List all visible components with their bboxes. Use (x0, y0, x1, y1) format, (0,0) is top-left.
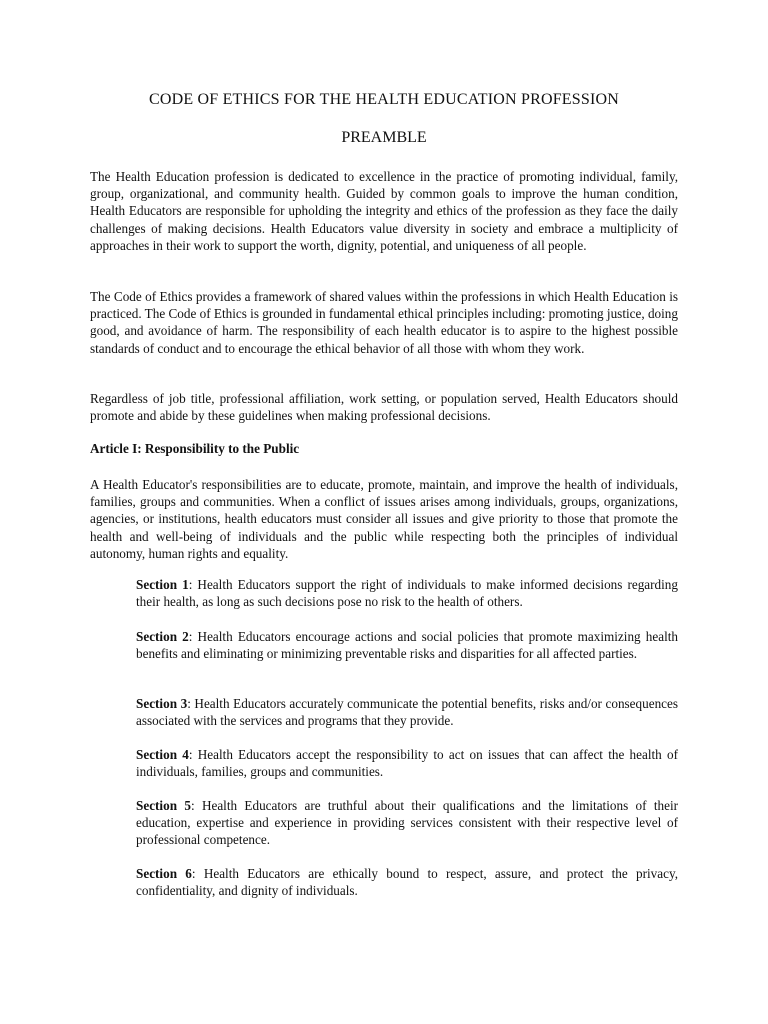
document-title: CODE OF ETHICS FOR THE HEALTH EDUCATION PROFESSION (148, 91, 620, 108)
preamble-paragraph-1: The Health Education profession is dedicated to excellence in the practice of promoting individual, family, group, organizational, and community health. Guided by common goals to improve the human condition, Health Educators are responsible for upholding the integrity and ethics of the profession as they face the daily challenges of making decisions. Health Educators value diversity in society and embrace a multiplicity of approaches in their work to support the worth, dignity, potential, and uniqueness of all people. (90, 169, 678, 253)
section-text: : Health Educators are truthful about their qualifications and the limitations of their education, expertise and experience in providing services consistent with their respective level of professional competence. (136, 798, 678, 848)
section-label: Section 5 (136, 798, 191, 813)
section-label: Section 3 (136, 696, 188, 711)
article-intro-paragraph: A Health Educator's responsibilities are to educate, promote, maintain, and improve the health of individuals, families, groups and communities. When a conflict of issues arises among individuals, groups, organizations, agencies, or institutions, health educators must consider all issues and give priority to those that promote the health and well-being of individuals and the public while respecting both the principles of individual autonomy, human rights and equality. (90, 477, 678, 561)
section-label: Section 4 (136, 747, 189, 762)
section-5 (136, 797, 678, 849)
section-label: Section 6 (136, 866, 192, 881)
section-1 (136, 576, 678, 610)
section-3 (136, 695, 678, 729)
preamble-paragraph-2: The Code of Ethics provides a framework of shared values within the professions in which Health Education is practiced. The Code of Ethics is grounded in fundamental ethical principles including: promoting justice, doing good, and avoidance of harm. The responsibility of each health educator is to aspire to the highest possible standards of conduct and to encourage the ethical behavior of all those with whom they work. (90, 289, 678, 356)
section-6 (136, 865, 678, 899)
section-4 (136, 746, 678, 780)
section-text: : Health Educators accept the responsibility to act on issues that can affect the health of individuals, families, groups and communities. (136, 747, 678, 780)
section-text: : Health Educators encourage actions and social policies that promote maximizing health benefits and eliminating or minimizing preventable risks and disparities for all affected parties. (136, 629, 678, 662)
section-2 (136, 628, 678, 662)
section-text: : Health Educators accurately communicate the potential benefits, risks and/or consequences associated with the services and programs that they provide. (136, 696, 678, 729)
preamble-paragraph-3: Regardless of job title, professional affiliation, work setting, or population served, Health Educators should promote and abide by these guidelines when making professional decisions. (90, 391, 678, 424)
section-text: : Health Educators support the right of individuals to make informed decisions regarding their health, as long as such decisions pose no risk to the health of others. (136, 577, 678, 610)
section-label: Section 1 (136, 577, 189, 592)
section-text: : Health Educators are ethically bound to respect, assure, and protect the privacy, confidentiality, and dignity of individuals. (136, 866, 678, 899)
section-label: Section 2 (136, 629, 189, 644)
preamble-heading: PREAMBLE (341, 129, 427, 146)
article-heading: Article I: Responsibility to the Public (90, 441, 300, 456)
